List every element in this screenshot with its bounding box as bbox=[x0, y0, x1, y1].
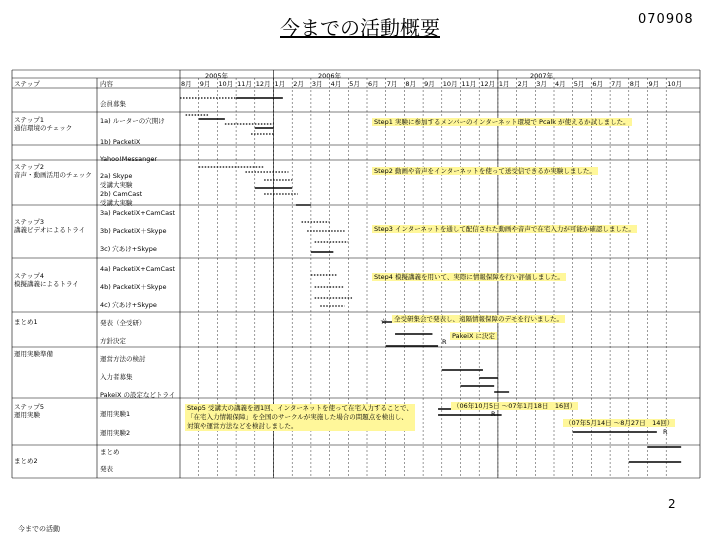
month-label: 2月 bbox=[517, 80, 529, 88]
year-2005: 2005年 bbox=[205, 72, 229, 80]
month-label: 7月 bbox=[386, 80, 398, 88]
month-label: 2月 bbox=[293, 80, 304, 88]
task-4b: 4b) PacketiX＋Skype bbox=[100, 283, 167, 291]
prep-label: 運用実験準備 bbox=[14, 350, 53, 358]
task-3c: 3c) 穴あけ+Skype bbox=[100, 245, 157, 253]
month-label: 10月 bbox=[218, 80, 234, 88]
step1-label: ステップ1 通信環境のチェック bbox=[14, 116, 73, 132]
step4-label: ステップ4 模擬講義によるトライ bbox=[14, 272, 79, 288]
task-input-recruit: 入力者募集 bbox=[100, 373, 133, 381]
month-label: 1月 bbox=[274, 80, 286, 88]
note-step2: Step2 動画や音声をインターネットを使って送受信できるか実験しました。 bbox=[374, 167, 596, 175]
summary2-label: まとめ2 bbox=[14, 457, 38, 465]
step5-label: ステップ5 運用実験 bbox=[14, 403, 45, 419]
month-label: 3月 bbox=[536, 80, 547, 88]
document-code: 070908 bbox=[638, 12, 694, 27]
task-2b: 2b) CamCast bbox=[100, 190, 143, 198]
note-step3: Step3 インターネットを通して配信された動画や音声で在宅入力が可能か確認しました。 bbox=[374, 225, 635, 233]
task-policy: 方針決定 bbox=[100, 337, 126, 345]
task-3b: 3b) PacketiX＋Skype bbox=[100, 227, 167, 235]
month-label: 12月 bbox=[480, 80, 495, 88]
r-marker-3: R bbox=[663, 428, 668, 436]
month-label: 7月 bbox=[611, 80, 622, 88]
task-4a: 4a) PacketiX+CamCast bbox=[100, 265, 176, 273]
note-exp1: （06年10月5日 ～07年1月18日 16回） bbox=[453, 402, 577, 410]
month-label: 11月 bbox=[461, 80, 477, 88]
month-label: 10月 bbox=[442, 80, 458, 88]
task-present2: 発表 bbox=[100, 465, 113, 473]
task-1a: 1a) ルーターの穴開け bbox=[100, 117, 165, 125]
task-4c: 4c) 穴あけ+Skype bbox=[100, 301, 157, 309]
step3-label: ステップ3 講義ビデオによるトライ bbox=[14, 218, 86, 234]
note-step5: Step5 受講大の講義を週1回、インターネットを使って在宅入力することで、 「在宅入力情報保障」を全国のサークルが実施した場合の問題点を検出し、 対策や運営方法などを検討しました。 bbox=[187, 404, 413, 430]
note-exp2: （07年5月14日 ～8月27日 14回） bbox=[565, 419, 674, 427]
task-pakeix-setup: PakeiX の設定などトライ bbox=[100, 391, 176, 399]
header-step: ステップ bbox=[14, 80, 40, 88]
month-label: 3月 bbox=[311, 80, 323, 88]
month-label: 9月 bbox=[424, 80, 435, 88]
month-label: 8月 bbox=[181, 80, 192, 88]
page-title: 今までの活動概要 bbox=[280, 16, 440, 40]
r-marker-2: R bbox=[491, 410, 496, 418]
month-label: 10月 bbox=[667, 80, 682, 88]
task-ops: 運営方法の検討 bbox=[100, 355, 146, 363]
month-label: 1月 bbox=[498, 80, 510, 88]
task-2b-exp: 受講大実験 bbox=[100, 199, 133, 207]
month-label: 8月 bbox=[629, 80, 641, 88]
month-label: 5月 bbox=[573, 80, 585, 88]
month-label: 11月 bbox=[237, 80, 252, 88]
note-summary1: 全受研集会で発表し、遠隔情報保障のデモを行いました。 bbox=[394, 315, 563, 323]
r-marker-1: R bbox=[442, 338, 447, 346]
note-step1: Step1 実験に参加するメンバーのインターネット環境で Pcalk が使えるか試しました。 bbox=[374, 118, 630, 126]
step2-label: ステップ2 音声・動画活用のチェック bbox=[14, 163, 92, 179]
month-label: 6月 bbox=[592, 80, 604, 88]
task-exp1: 運用実験1 bbox=[100, 410, 131, 418]
task-2a: 2a) Skype bbox=[100, 172, 133, 180]
note-packetix: PakeiX に決定 bbox=[452, 332, 495, 340]
header-content: 内容 bbox=[100, 80, 113, 88]
summary1-label: まとめ1 bbox=[14, 318, 38, 326]
month-label: 8月 bbox=[405, 80, 417, 88]
task-summary: まとめ bbox=[100, 448, 120, 456]
year-2006: 2006年 bbox=[318, 72, 342, 80]
month-label: 9月 bbox=[199, 80, 211, 88]
task-recruit: 会員募集 bbox=[100, 100, 126, 108]
task-exp2: 運用実験2 bbox=[100, 429, 131, 437]
month-label: 5月 bbox=[349, 80, 360, 88]
month-label: 6月 bbox=[368, 80, 379, 88]
month-label: 12月 bbox=[255, 80, 271, 88]
task-1b: 1b) PacketiX bbox=[100, 138, 141, 146]
page-number: 2 bbox=[668, 497, 676, 511]
task-present: 発表（全受研） bbox=[100, 319, 146, 327]
star-marker: ☆ bbox=[380, 317, 388, 326]
task-2a-exp: 受講大実験 bbox=[100, 181, 133, 189]
task-yahoo: Yahoo!Messanger bbox=[100, 155, 158, 163]
month-label: 4月 bbox=[330, 80, 342, 88]
year-2007: 2007年 bbox=[530, 72, 554, 80]
task-3a: 3a) PacketiX+CamCast bbox=[100, 209, 176, 217]
month-label: 9月 bbox=[648, 80, 660, 88]
month-label: 4月 bbox=[555, 80, 566, 88]
footer-text: 今までの活動 bbox=[18, 525, 60, 533]
note-step4: Step4 模擬講義を用いて、実際に情報保障を行い評価しました。 bbox=[374, 273, 564, 281]
